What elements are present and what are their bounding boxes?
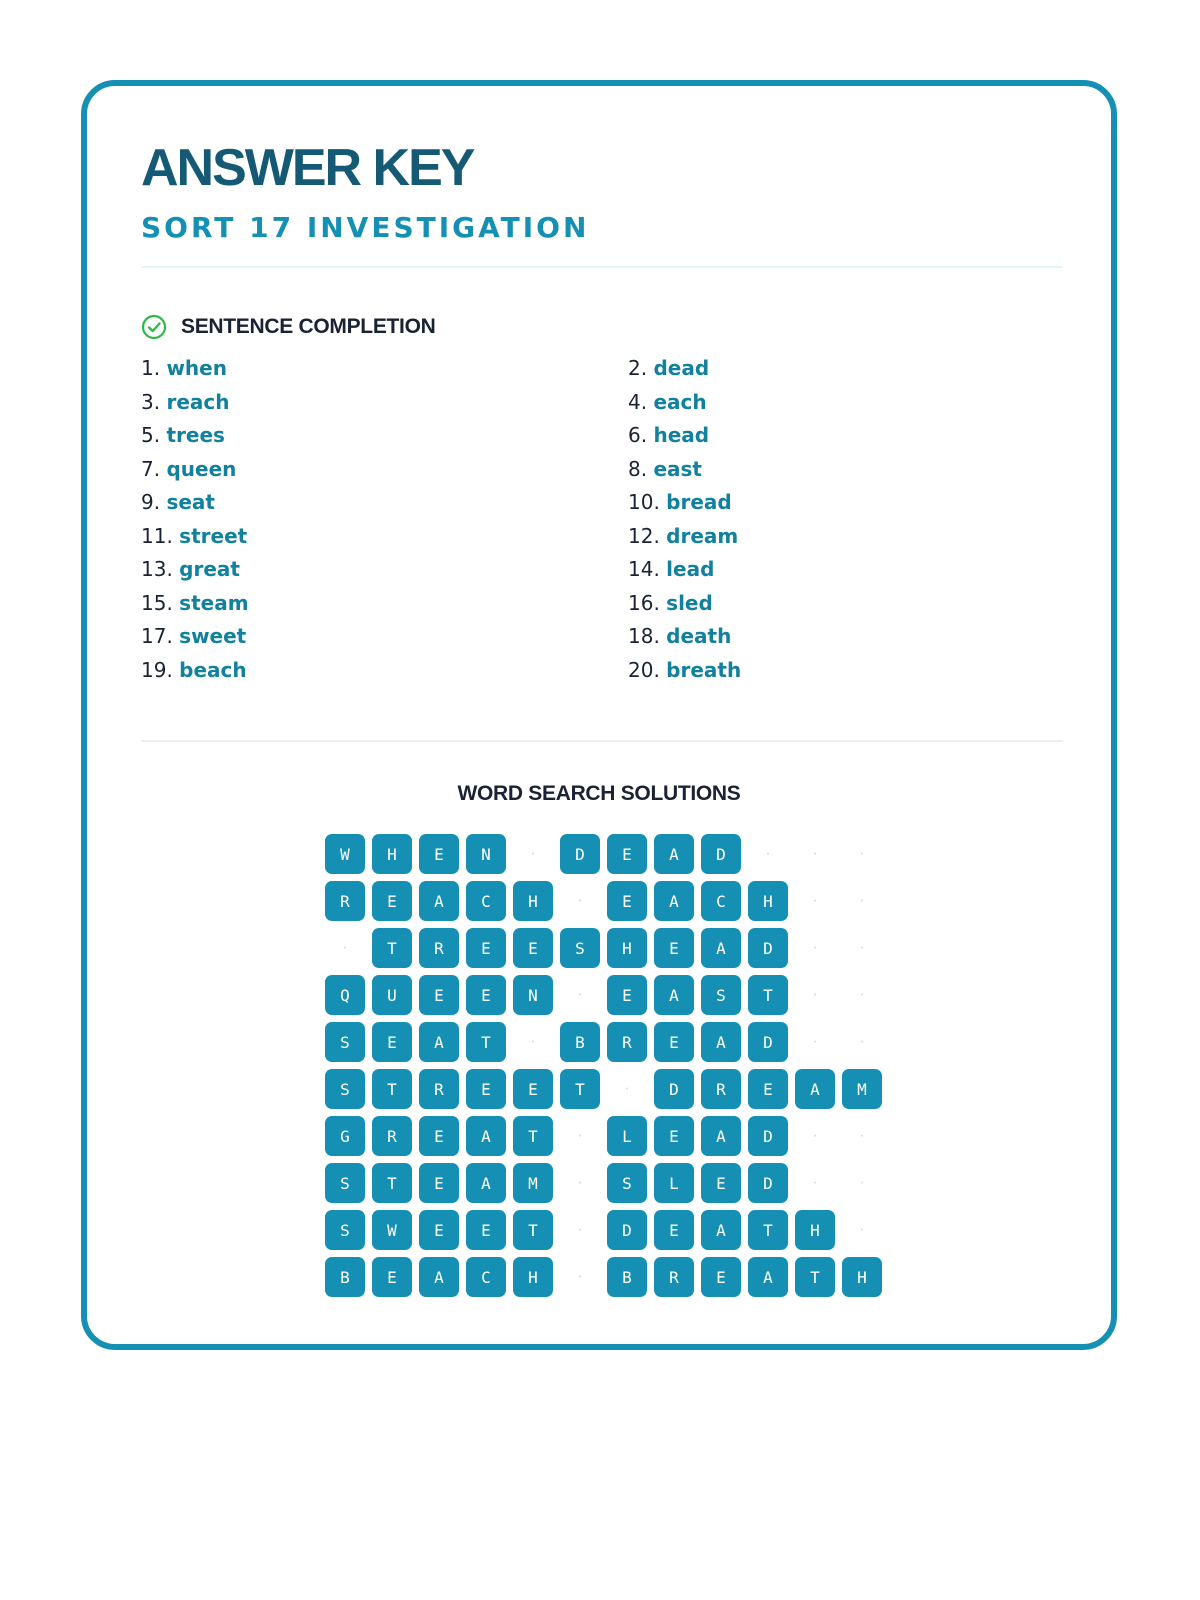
grid-cell-empty: · bbox=[811, 1176, 819, 1190]
grid-cell-letter: T bbox=[513, 1116, 553, 1156]
answer-number: 17. bbox=[141, 624, 173, 648]
grid-cell-letter: S bbox=[325, 1163, 365, 1203]
answer-word: breath bbox=[666, 657, 742, 682]
word-search-title: WORD SEARCH SOLUTIONS bbox=[457, 782, 741, 805]
answer-word: death bbox=[666, 624, 732, 648]
answer-item bbox=[141, 419, 628, 453]
answer-word: when bbox=[166, 356, 227, 380]
answer-item bbox=[628, 620, 1063, 654]
grid-cell-letter: E bbox=[372, 881, 412, 921]
grid-cell-empty: · bbox=[858, 941, 866, 955]
grid-cell-letter: E bbox=[466, 1069, 506, 1109]
grid-cell-letter: H bbox=[748, 881, 788, 921]
grid-cell-empty: · bbox=[858, 1129, 866, 1143]
answer-item bbox=[628, 520, 1063, 554]
answer-item bbox=[141, 654, 628, 688]
grid-cell-empty: · bbox=[811, 894, 819, 908]
grid-cell-letter: B bbox=[325, 1257, 365, 1297]
grid-cell-letter: U bbox=[372, 975, 412, 1015]
page-subtitle: SORT 17 INVESTIGATION bbox=[141, 211, 590, 244]
answer-word: sweet bbox=[179, 624, 247, 648]
grid-cell-letter: T bbox=[748, 1210, 788, 1250]
grid-cell-empty: · bbox=[858, 1223, 866, 1237]
grid-cell-letter: R bbox=[325, 881, 365, 921]
grid-cell-empty: · bbox=[764, 847, 772, 861]
answer-item bbox=[141, 620, 628, 654]
grid-cell-letter: E bbox=[701, 1163, 741, 1203]
grid-cell-letter: C bbox=[466, 881, 506, 921]
grid-cell-letter: H bbox=[372, 834, 412, 874]
grid-cell-letter: D bbox=[748, 928, 788, 968]
grid-cell-letter: E bbox=[748, 1069, 788, 1109]
grid-cell-empty: · bbox=[529, 847, 537, 861]
answer-word: head bbox=[653, 423, 710, 447]
answer-number: 1. bbox=[141, 356, 161, 380]
grid-cell-letter: A bbox=[701, 1116, 741, 1156]
grid-cell-empty: · bbox=[858, 988, 866, 1002]
grid-cell-letter: C bbox=[701, 881, 741, 921]
grid-cell-letter: D bbox=[748, 1163, 788, 1203]
grid-cell-letter: E bbox=[419, 1116, 459, 1156]
grid-cell-letter: A bbox=[795, 1069, 835, 1109]
grid-cell-letter: E bbox=[654, 928, 694, 968]
grid-cell-letter: D bbox=[748, 1022, 788, 1062]
grid-cell-letter: E bbox=[419, 1210, 459, 1250]
grid-cell-letter: E bbox=[654, 1022, 694, 1062]
answer-number: 12. bbox=[628, 523, 660, 548]
check-circle-icon bbox=[141, 314, 167, 340]
sentence-completion-header bbox=[141, 312, 435, 342]
grid-cell-letter: D bbox=[701, 834, 741, 874]
grid-cell-letter: D bbox=[748, 1116, 788, 1156]
grid-cell-empty: · bbox=[858, 1035, 866, 1049]
answer-word: steam bbox=[179, 590, 249, 615]
grid-cell-letter: E bbox=[513, 1069, 553, 1109]
grid-cell-letter: S bbox=[325, 1069, 365, 1109]
grid-cell-letter: T bbox=[372, 928, 412, 968]
grid-cell-letter: A bbox=[654, 834, 694, 874]
answer-word: trees bbox=[166, 423, 225, 447]
grid-cell-empty: · bbox=[811, 1129, 819, 1143]
grid-cell-letter: T bbox=[513, 1210, 553, 1250]
answer-item bbox=[141, 587, 628, 621]
grid-cell-letter: M bbox=[513, 1163, 553, 1203]
grid-cell-letter: E bbox=[372, 1022, 412, 1062]
grid-cell-letter: E bbox=[466, 975, 506, 1015]
grid-cell-letter: A bbox=[654, 975, 694, 1015]
grid-cell-letter: E bbox=[607, 881, 647, 921]
grid-cell-letter: S bbox=[560, 928, 600, 968]
grid-cell-letter: E bbox=[513, 928, 553, 968]
grid-cell-letter: Q bbox=[325, 975, 365, 1015]
answer-word: sled bbox=[666, 590, 713, 615]
grid-cell-letter: T bbox=[372, 1163, 412, 1203]
grid-cell-letter: A bbox=[701, 1210, 741, 1250]
grid-cell-letter: T bbox=[466, 1022, 506, 1062]
answer-item bbox=[628, 352, 1063, 386]
grid-cell-letter: A bbox=[654, 881, 694, 921]
answer-word: beach bbox=[179, 657, 247, 682]
grid-cell-letter: D bbox=[654, 1069, 694, 1109]
grid-cell-letter: T bbox=[748, 975, 788, 1015]
answer-item bbox=[628, 419, 1063, 453]
answer-number: 4. bbox=[628, 389, 648, 414]
answer-word: queen bbox=[166, 456, 237, 481]
grid-cell-letter: E bbox=[701, 1257, 741, 1297]
word-search-grid bbox=[325, 834, 882, 1297]
answer-word: great bbox=[179, 557, 240, 581]
answer-item bbox=[628, 654, 1063, 688]
grid-cell-letter: E bbox=[466, 928, 506, 968]
grid-cell-empty: · bbox=[858, 847, 866, 861]
grid-cell-letter: B bbox=[560, 1022, 600, 1062]
grid-cell-letter: L bbox=[607, 1116, 647, 1156]
answer-item bbox=[628, 386, 1063, 420]
answer-item bbox=[141, 520, 628, 554]
grid-cell-empty: · bbox=[811, 847, 819, 861]
grid-cell-letter: B bbox=[607, 1257, 647, 1297]
answer-number: 15. bbox=[141, 590, 173, 615]
answer-item bbox=[141, 453, 628, 487]
grid-cell-empty: · bbox=[341, 941, 349, 955]
answer-number: 18. bbox=[628, 624, 660, 648]
grid-cell-letter: E bbox=[419, 1163, 459, 1203]
grid-cell-letter: C bbox=[466, 1257, 506, 1297]
grid-cell-letter: E bbox=[654, 1116, 694, 1156]
grid-cell-letter: A bbox=[466, 1163, 506, 1203]
answer-item bbox=[141, 486, 628, 520]
answer-number: 19. bbox=[141, 657, 173, 682]
answer-word: seat bbox=[166, 490, 215, 514]
answer-word: street bbox=[179, 523, 248, 548]
answer-item bbox=[141, 553, 628, 587]
grid-cell-letter: D bbox=[560, 834, 600, 874]
grid-cell-letter: A bbox=[748, 1257, 788, 1297]
grid-cell-letter: S bbox=[701, 975, 741, 1015]
grid-cell-empty: · bbox=[529, 1035, 537, 1049]
answer-item bbox=[628, 587, 1063, 621]
grid-cell-letter: R bbox=[607, 1022, 647, 1062]
answer-number: 16. bbox=[628, 590, 660, 615]
answer-number: 2. bbox=[628, 356, 648, 380]
grid-cell-letter: G bbox=[325, 1116, 365, 1156]
answer-word: bread bbox=[666, 490, 732, 514]
answer-word: dead bbox=[653, 356, 710, 380]
answer-number: 10. bbox=[628, 490, 660, 514]
answer-list bbox=[141, 352, 1063, 687]
grid-cell-empty: · bbox=[623, 1082, 631, 1096]
answer-key-card bbox=[81, 80, 1117, 1350]
answer-word: each bbox=[653, 389, 707, 414]
grid-cell-empty: · bbox=[811, 1035, 819, 1049]
grid-cell-letter: M bbox=[842, 1069, 882, 1109]
grid-cell-letter: E bbox=[607, 834, 647, 874]
grid-cell-empty: · bbox=[858, 894, 866, 908]
grid-cell-letter: A bbox=[419, 1257, 459, 1297]
answer-item bbox=[628, 486, 1063, 520]
grid-cell-letter: A bbox=[701, 928, 741, 968]
grid-cell-empty: · bbox=[576, 1223, 584, 1237]
grid-cell-empty: · bbox=[858, 1176, 866, 1190]
grid-cell-letter: H bbox=[795, 1210, 835, 1250]
answer-word: lead bbox=[666, 557, 715, 581]
grid-cell-letter: D bbox=[607, 1210, 647, 1250]
grid-cell-letter: H bbox=[513, 881, 553, 921]
grid-cell-letter: S bbox=[607, 1163, 647, 1203]
answer-number: 5. bbox=[141, 423, 161, 447]
answer-number: 9. bbox=[141, 490, 161, 514]
grid-cell-letter: R bbox=[701, 1069, 741, 1109]
grid-cell-letter: N bbox=[466, 834, 506, 874]
grid-cell-letter: N bbox=[513, 975, 553, 1015]
page-title: ANSWER KEY bbox=[141, 139, 474, 197]
answer-number: 13. bbox=[141, 557, 173, 581]
answer-number: 7. bbox=[141, 456, 161, 481]
grid-cell-letter: E bbox=[419, 975, 459, 1015]
answer-item bbox=[141, 386, 628, 420]
grid-cell-letter: E bbox=[419, 834, 459, 874]
grid-cell-empty: · bbox=[576, 988, 584, 1002]
grid-cell-letter: T bbox=[560, 1069, 600, 1109]
grid-cell-letter: S bbox=[325, 1210, 365, 1250]
grid-cell-letter: W bbox=[372, 1210, 412, 1250]
answer-item bbox=[141, 352, 628, 386]
grid-cell-letter: E bbox=[607, 975, 647, 1015]
grid-cell-letter: R bbox=[419, 1069, 459, 1109]
grid-cell-letter: H bbox=[842, 1257, 882, 1297]
grid-cell-empty: · bbox=[811, 988, 819, 1002]
grid-cell-letter: E bbox=[466, 1210, 506, 1250]
grid-cell-letter: A bbox=[466, 1116, 506, 1156]
section-divider bbox=[141, 740, 1063, 742]
grid-cell-letter: E bbox=[654, 1210, 694, 1250]
grid-cell-letter: H bbox=[607, 928, 647, 968]
answer-number: 11. bbox=[141, 523, 173, 548]
sentence-completion-title: SENTENCE COMPLETION bbox=[181, 315, 436, 338]
grid-cell-letter: R bbox=[419, 928, 459, 968]
answer-number: 14. bbox=[628, 557, 660, 581]
grid-cell-empty: · bbox=[576, 1129, 584, 1143]
grid-cell-letter: T bbox=[372, 1069, 412, 1109]
grid-cell-letter: T bbox=[795, 1257, 835, 1297]
grid-cell-letter: W bbox=[325, 834, 365, 874]
answer-word: east bbox=[653, 456, 702, 481]
answer-number: 8. bbox=[628, 456, 648, 481]
grid-cell-letter: R bbox=[654, 1257, 694, 1297]
grid-cell-letter: A bbox=[701, 1022, 741, 1062]
grid-cell-empty: · bbox=[576, 1270, 584, 1284]
grid-cell-empty: · bbox=[811, 941, 819, 955]
answer-item bbox=[628, 553, 1063, 587]
answer-word: dream bbox=[666, 523, 739, 548]
grid-cell-letter: S bbox=[325, 1022, 365, 1062]
answer-item bbox=[628, 453, 1063, 487]
header-divider bbox=[141, 266, 1063, 268]
grid-cell-empty: · bbox=[576, 894, 584, 908]
answer-number: 20. bbox=[628, 657, 660, 682]
answer-word: reach bbox=[166, 389, 230, 414]
answer-number: 3. bbox=[141, 389, 161, 414]
grid-cell-letter: R bbox=[372, 1116, 412, 1156]
grid-cell-letter: A bbox=[419, 1022, 459, 1062]
answer-number: 6. bbox=[628, 423, 648, 447]
grid-cell-letter: E bbox=[372, 1257, 412, 1297]
grid-cell-letter: A bbox=[419, 881, 459, 921]
grid-cell-letter: L bbox=[654, 1163, 694, 1203]
grid-cell-empty: · bbox=[576, 1176, 584, 1190]
grid-cell-letter: H bbox=[513, 1257, 553, 1297]
